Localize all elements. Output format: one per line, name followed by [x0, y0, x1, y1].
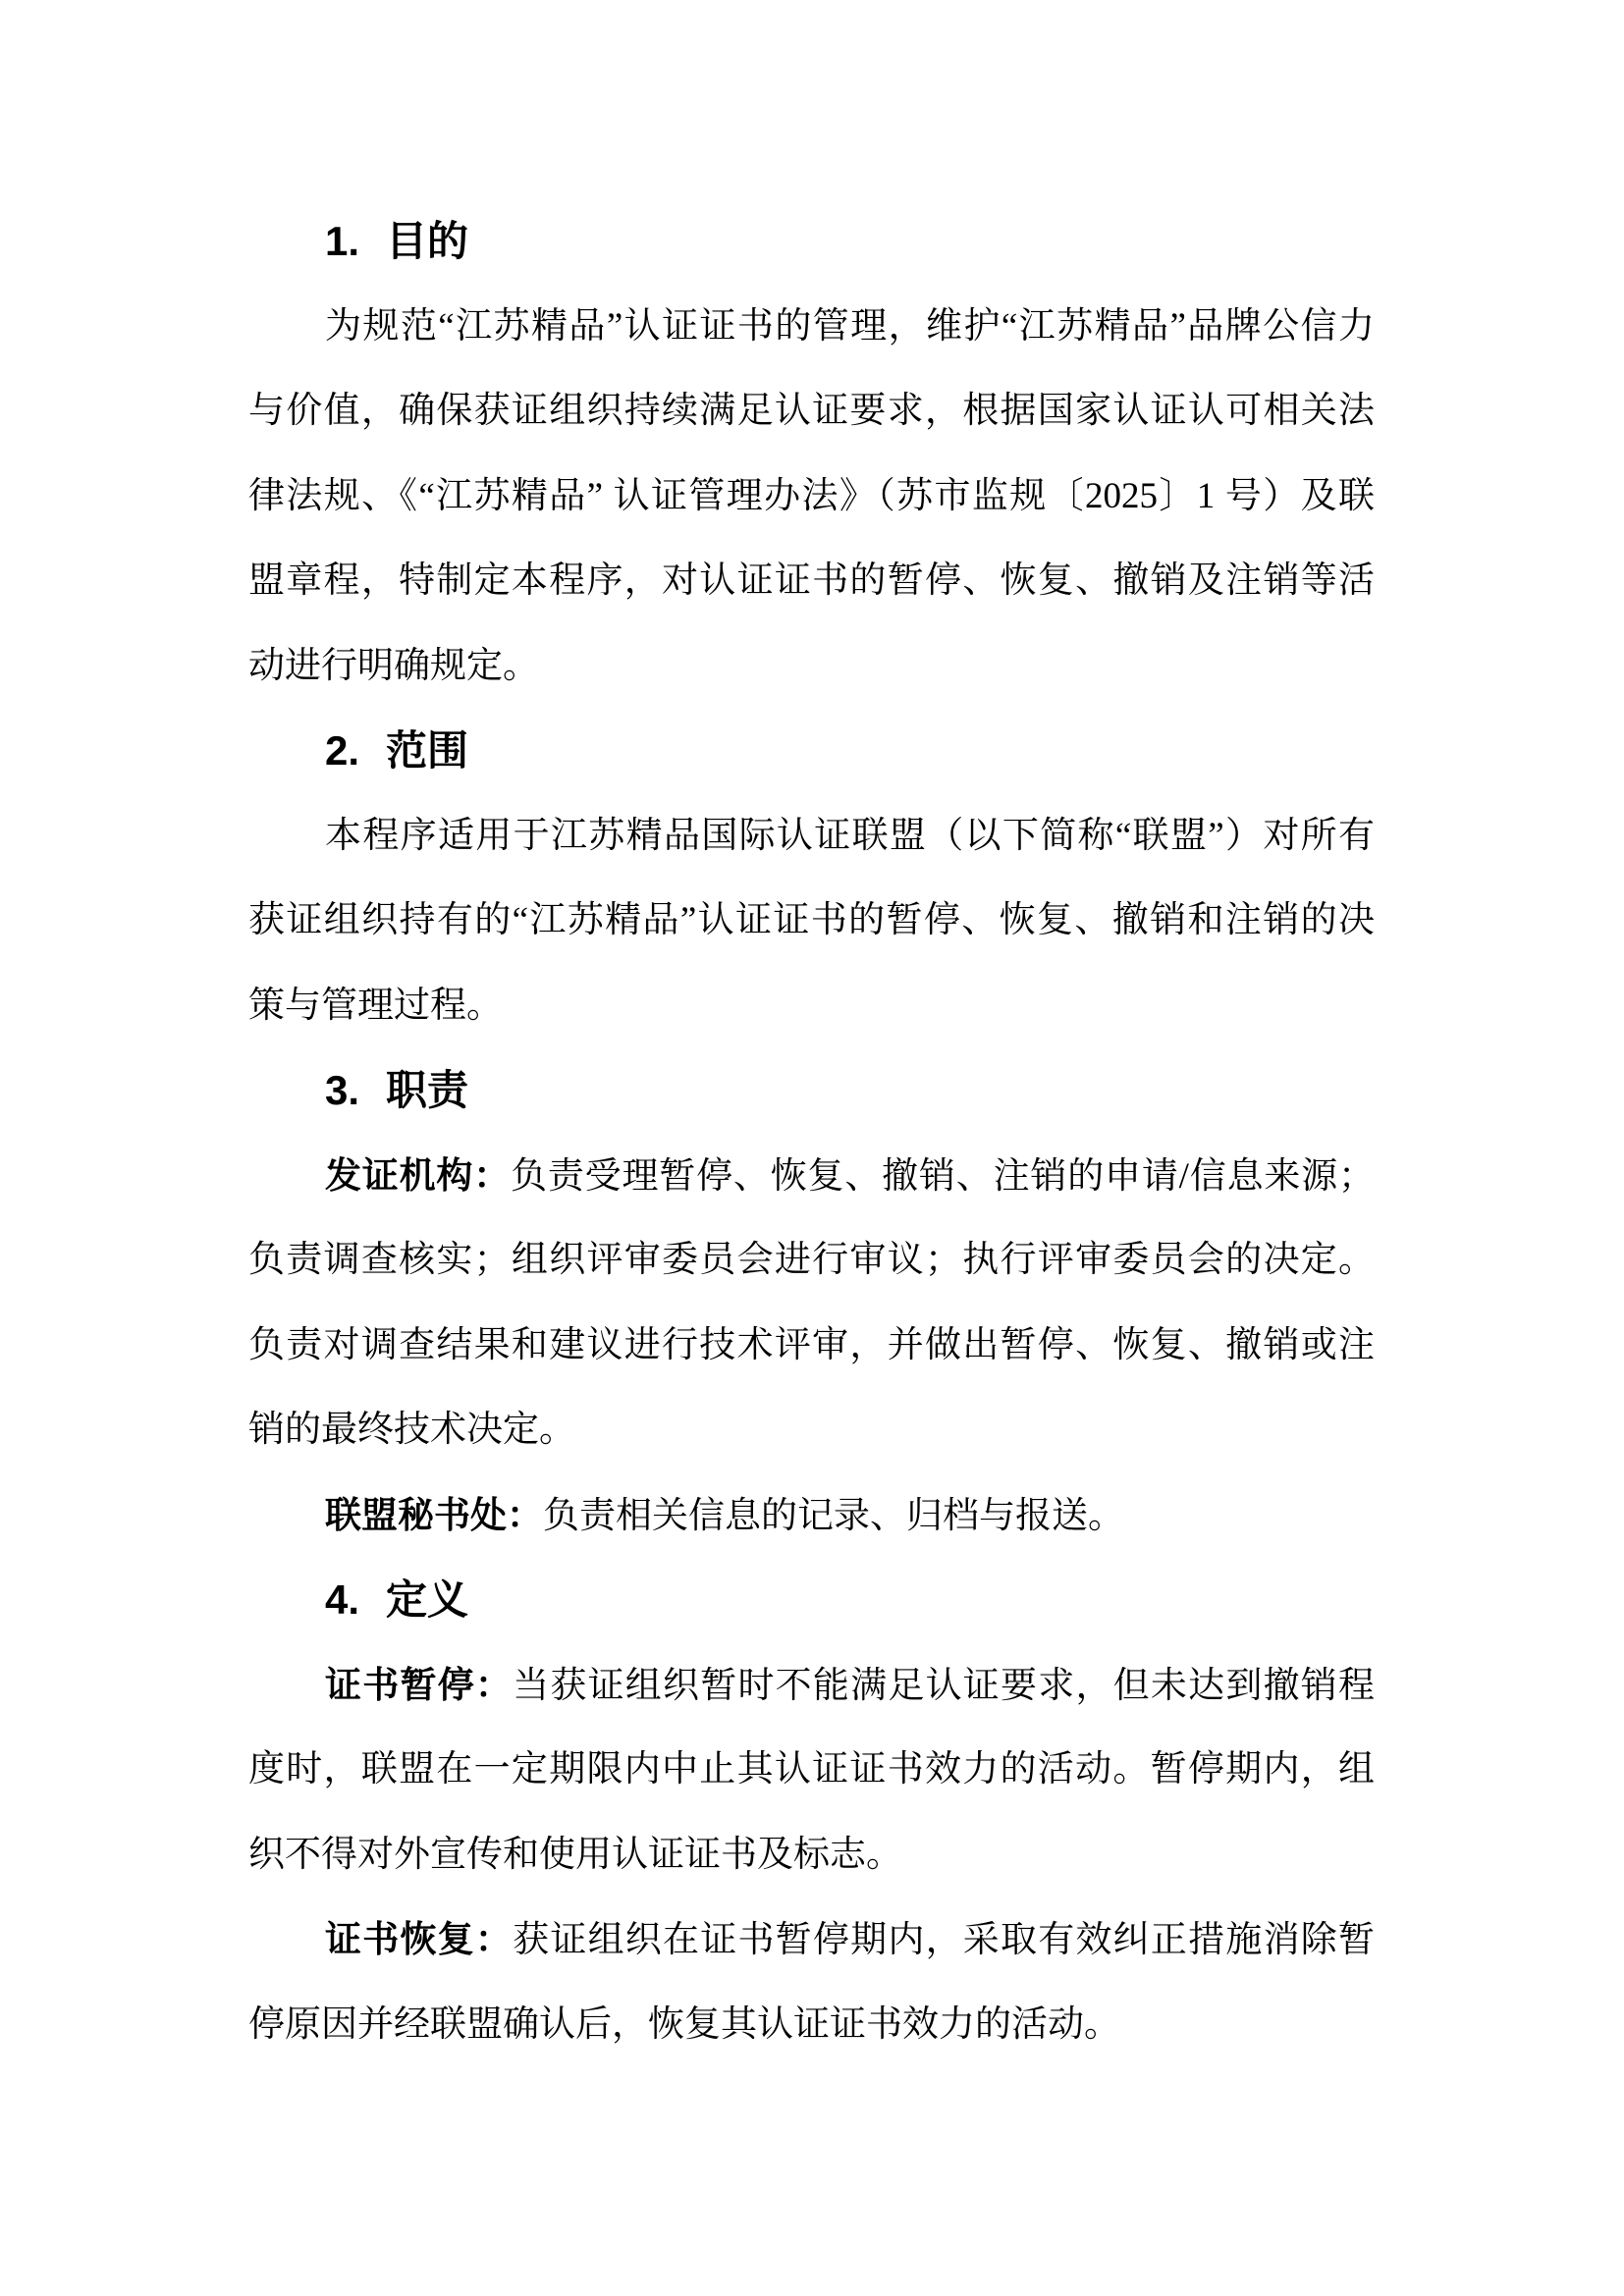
heading-title: 职责 [386, 1067, 469, 1113]
text-line: 度时，联盟在一定期限内中止其认证证书效力的活动。暂停期内，组 [248, 1749, 1375, 1789]
text-line: 织不得对外宣传和使用认证证书及标志。 [248, 1834, 902, 1875]
text-line: 为规范“江苏精品”认证证书的管理，维护“江苏精品”品牌公信力 [325, 305, 1375, 347]
term-definition: 当获证组织暂时不能满足认证要求，但未达到撤销程 [513, 1665, 1375, 1706]
text-line: 停原因并经联盟确认后，恢复其认证证书效力的活动。 [248, 2003, 1120, 2045]
text-line: 盟章程，特制定本程序，对认证证书的暂停、恢复、撤销及注销等活 [248, 561, 1375, 601]
heading-number: 1. [325, 218, 360, 264]
text-line: 本程序适用于江苏精品国际认证联盟（以下简称“联盟”）对所有 [325, 815, 1375, 856]
text-line [248, 1134, 1375, 1219]
text-line [248, 1473, 1375, 1559]
term-definition: 负责相关信息的记录、归档与报送。 [543, 1495, 1124, 1536]
heading-title: 目的 [386, 218, 469, 264]
term-label: 证书暂停： [325, 1664, 514, 1705]
text-line: 负责对调查结果和建议进行技术评审，并做出暂停、恢复、撤销或注 [248, 1324, 1375, 1365]
heading-number: 4. [325, 1576, 360, 1623]
term-label: 发证机构： [325, 1154, 512, 1196]
text-line: 销的最终技术决定。 [248, 1410, 575, 1450]
document-body [248, 199, 1375, 2067]
heading-title: 定义 [386, 1576, 469, 1623]
heading-title: 范围 [386, 727, 469, 774]
term-label: 证书恢复： [325, 1919, 514, 1959]
text-line: 获证组织持有的“江苏精品”认证证书的暂停、恢复、撤销和注销的决 [248, 900, 1375, 940]
section-heading-2 [248, 709, 1375, 794]
heading-number: 3. [325, 1067, 360, 1113]
text-line: 律法规、《“江苏精品” 认证管理办法》（苏市监规〔2025〕1 号）及联 [248, 475, 1375, 516]
text-line: 与价值，确保获证组织持续满足认证要求，根据国家认证认可相关法 [248, 391, 1375, 431]
text-line [248, 1643, 1375, 1729]
section-heading-4 [248, 1558, 1375, 1643]
term-definition: 获证组织在证书暂停期内，采取有效纠正措施消除暂 [513, 1920, 1375, 1960]
section-heading-3 [248, 1048, 1375, 1134]
text-line: 策与管理过程。 [248, 985, 503, 1026]
term-label: 联盟秘书处： [325, 1494, 543, 1535]
term-definition: 负责受理暂停、恢复、撤销、注销的申请/信息来源； [511, 1155, 1375, 1197]
text-line [248, 1897, 1375, 1983]
text-line: 负责调查核实；组织评审委员会进行审议；执行评审委员会的决定。 [248, 1240, 1375, 1280]
section-heading-1 [248, 199, 1375, 285]
text-line: 动进行明确规定。 [248, 645, 539, 686]
heading-number: 2. [325, 727, 360, 774]
